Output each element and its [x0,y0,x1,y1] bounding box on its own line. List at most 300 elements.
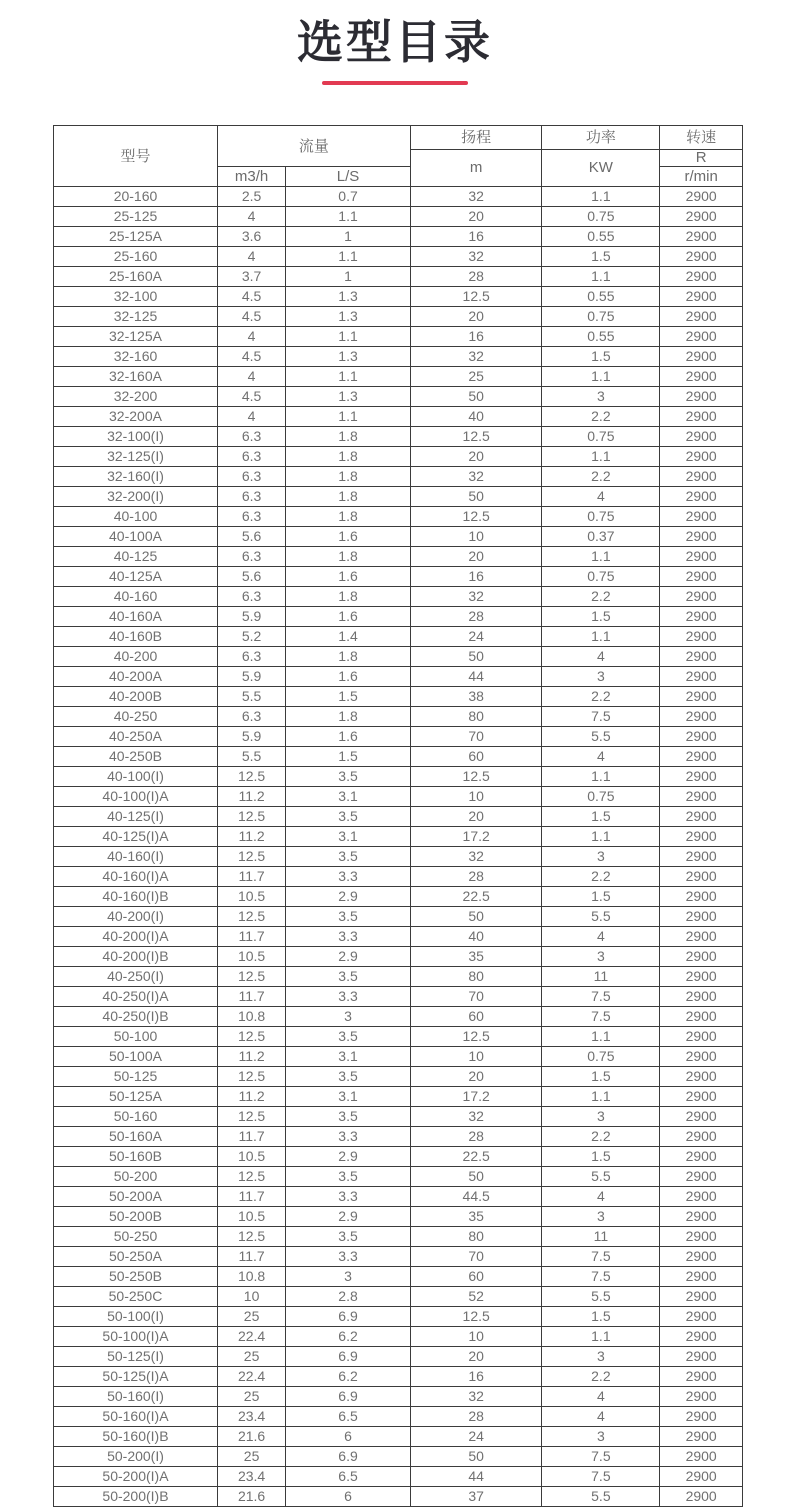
column-header-flow-unit-ls: L/S [286,167,411,187]
cell-power-kw: 1.1 [542,267,660,287]
cell-power-kw: 3 [542,947,660,967]
cell-flow-ls: 1.8 [286,507,411,527]
cell-flow-m3h: 10.8 [217,1267,285,1287]
cell-flow-ls: 1.1 [286,207,411,227]
cell-power-kw: 1.1 [542,367,660,387]
cell-power-kw: 0.75 [542,427,660,447]
cell-flow-ls: 1.4 [286,627,411,647]
cell-speed-rmin: 2900 [660,387,743,407]
cell-power-kw: 3 [542,387,660,407]
cell-power-kw: 4 [542,487,660,507]
table-row [54,627,743,647]
cell-flow-ls: 3.5 [286,1067,411,1087]
cell-head-m: 32 [410,1387,542,1407]
cell-speed-rmin: 2900 [660,547,743,567]
cell-flow-ls: 3.3 [286,867,411,887]
cell-power-kw: 1.1 [542,547,660,567]
cell-power-kw: 3 [542,1107,660,1127]
cell-model: 40-125(I) [54,807,218,827]
cell-power-kw: 1.5 [542,887,660,907]
cell-speed-rmin: 2900 [660,567,743,587]
cell-head-m: 16 [410,227,542,247]
cell-model: 32-200 [54,387,218,407]
cell-model: 40-250A [54,727,218,747]
selection-table-container [53,125,743,1507]
table-row [54,1487,743,1507]
cell-speed-rmin: 2900 [660,1407,743,1427]
cell-speed-rmin: 2900 [660,887,743,907]
column-header-model: 型号 [54,126,218,187]
cell-power-kw: 7.5 [542,1267,660,1287]
cell-flow-m3h: 25 [217,1347,285,1367]
cell-head-m: 28 [410,1127,542,1147]
table-row [54,467,743,487]
cell-flow-ls: 3.5 [286,967,411,987]
cell-speed-rmin: 2900 [660,327,743,347]
cell-speed-rmin: 2900 [660,307,743,327]
cell-power-kw: 5.5 [542,1287,660,1307]
cell-flow-ls: 1.6 [286,567,411,587]
cell-flow-m3h: 10 [217,1287,285,1307]
table-row [54,1147,743,1167]
table-row [54,667,743,687]
cell-speed-rmin: 2900 [660,1167,743,1187]
cell-flow-m3h: 4 [217,367,285,387]
column-header-speed-unit-rmin: r/min [660,167,743,187]
cell-flow-ls: 3.3 [286,927,411,947]
cell-head-m: 40 [410,927,542,947]
cell-speed-rmin: 2900 [660,1427,743,1447]
cell-power-kw: 3 [542,1427,660,1447]
cell-head-m: 50 [410,487,542,507]
cell-power-kw: 5.5 [542,907,660,927]
cell-flow-ls: 1.1 [286,367,411,387]
cell-model: 50-160(I)A [54,1407,218,1427]
cell-head-m: 20 [410,1067,542,1087]
cell-flow-m3h: 4.5 [217,287,285,307]
cell-speed-rmin: 2900 [660,267,743,287]
table-row [54,1387,743,1407]
cell-flow-ls: 1.8 [286,427,411,447]
cell-speed-rmin: 2900 [660,727,743,747]
cell-speed-rmin: 2900 [660,1187,743,1207]
cell-model: 50-200A [54,1187,218,1207]
cell-power-kw: 7.5 [542,1007,660,1027]
cell-head-m: 60 [410,1007,542,1027]
cell-flow-m3h: 12.5 [217,967,285,987]
cell-power-kw: 1.5 [542,1067,660,1087]
cell-speed-rmin: 2900 [660,787,743,807]
cell-flow-m3h: 11.2 [217,787,285,807]
cell-flow-m3h: 12.5 [217,1227,285,1247]
cell-head-m: 16 [410,567,542,587]
cell-power-kw: 1.5 [542,807,660,827]
cell-head-m: 32 [410,847,542,867]
cell-flow-m3h: 11.7 [217,927,285,947]
cell-speed-rmin: 2900 [660,1247,743,1267]
cell-speed-rmin: 2900 [660,427,743,447]
cell-head-m: 32 [410,187,542,207]
cell-model: 50-250B [54,1267,218,1287]
cell-flow-m3h: 10.5 [217,947,285,967]
cell-flow-m3h: 11.2 [217,827,285,847]
cell-head-m: 10 [410,1327,542,1347]
cell-flow-m3h: 11.7 [217,987,285,1007]
cell-head-m: 35 [410,947,542,967]
cell-flow-ls: 6 [286,1487,411,1507]
cell-power-kw: 2.2 [542,1127,660,1147]
table-row [54,887,743,907]
cell-power-kw: 3 [542,1207,660,1227]
cell-head-m: 80 [410,1227,542,1247]
cell-flow-ls: 3.1 [286,1087,411,1107]
cell-model: 32-100 [54,287,218,307]
cell-flow-ls: 3 [286,1007,411,1027]
cell-model: 40-160(I)B [54,887,218,907]
cell-model: 50-125(I) [54,1347,218,1367]
cell-flow-ls: 1.3 [286,287,411,307]
cell-flow-m3h: 10.5 [217,1147,285,1167]
cell-flow-ls: 1.1 [286,247,411,267]
cell-speed-rmin: 2900 [660,1027,743,1047]
cell-head-m: 24 [410,1427,542,1447]
table-row [54,1427,743,1447]
cell-speed-rmin: 2900 [660,747,743,767]
cell-head-m: 35 [410,1207,542,1227]
cell-speed-rmin: 2900 [660,987,743,1007]
cell-speed-rmin: 2900 [660,1107,743,1127]
cell-flow-m3h: 4.5 [217,307,285,327]
cell-head-m: 17.2 [410,827,542,847]
cell-flow-m3h: 12.5 [217,1167,285,1187]
cell-flow-ls: 1.8 [286,707,411,727]
cell-model: 50-200(I) [54,1447,218,1467]
cell-model: 50-250 [54,1227,218,1247]
cell-flow-ls: 6 [286,1427,411,1447]
cell-speed-rmin: 2900 [660,447,743,467]
table-row [54,787,743,807]
cell-speed-rmin: 2900 [660,187,743,207]
cell-flow-ls: 6.2 [286,1367,411,1387]
table-row [54,1067,743,1087]
cell-head-m: 32 [410,247,542,267]
cell-flow-m3h: 4.5 [217,347,285,367]
cell-power-kw: 1.5 [542,347,660,367]
cell-speed-rmin: 2900 [660,947,743,967]
cell-speed-rmin: 2900 [660,967,743,987]
cell-head-m: 70 [410,987,542,1007]
cell-speed-rmin: 2900 [660,1147,743,1167]
cell-power-kw: 7.5 [542,1467,660,1487]
cell-model: 40-160(I)A [54,867,218,887]
cell-power-kw: 2.2 [542,1367,660,1387]
cell-flow-ls: 3.3 [286,987,411,1007]
table-row [54,1327,743,1347]
cell-head-m: 12.5 [410,767,542,787]
table-row [54,1087,743,1107]
cell-head-m: 28 [410,867,542,887]
cell-head-m: 10 [410,787,542,807]
cell-head-m: 50 [410,1167,542,1187]
cell-power-kw: 5.5 [542,1167,660,1187]
cell-speed-rmin: 2900 [660,1327,743,1347]
table-row [54,207,743,227]
cell-flow-ls: 1.6 [286,727,411,747]
cell-model: 40-100(I) [54,767,218,787]
table-row [54,307,743,327]
cell-power-kw: 0.75 [542,307,660,327]
cell-power-kw: 3 [542,847,660,867]
cell-flow-ls: 1.5 [286,747,411,767]
column-header-flow: 流量 [217,126,410,167]
cell-power-kw: 1.1 [542,1327,660,1347]
cell-power-kw: 1.1 [542,1087,660,1107]
table-row [54,287,743,307]
cell-flow-ls: 1.8 [286,447,411,467]
cell-model: 50-160(I)B [54,1427,218,1447]
cell-power-kw: 4 [542,1387,660,1407]
cell-flow-m3h: 6.3 [217,427,285,447]
cell-flow-ls: 3 [286,1267,411,1287]
cell-flow-m3h: 4 [217,327,285,347]
cell-speed-rmin: 2900 [660,767,743,787]
cell-flow-ls: 1.1 [286,327,411,347]
cell-model: 50-160B [54,1147,218,1167]
cell-model: 25-125A [54,227,218,247]
cell-head-m: 37 [410,1487,542,1507]
cell-head-m: 38 [410,687,542,707]
table-row [54,1207,743,1227]
cell-power-kw: 1.1 [542,767,660,787]
cell-head-m: 10 [410,1047,542,1067]
table-row [54,867,743,887]
cell-flow-ls: 3.1 [286,1047,411,1067]
cell-flow-ls: 3.3 [286,1187,411,1207]
header-row-1 [54,126,743,150]
cell-head-m: 12.5 [410,287,542,307]
cell-power-kw: 1.5 [542,1307,660,1327]
cell-flow-m3h: 11.2 [217,1047,285,1067]
cell-model: 40-125(I)A [54,827,218,847]
cell-flow-ls: 3.5 [286,847,411,867]
cell-model: 40-200 [54,647,218,667]
cell-model: 32-160A [54,367,218,387]
cell-flow-m3h: 6.3 [217,587,285,607]
cell-flow-ls: 6.9 [286,1447,411,1467]
cell-flow-m3h: 21.6 [217,1427,285,1447]
cell-power-kw: 7.5 [542,987,660,1007]
cell-speed-rmin: 2900 [660,827,743,847]
cell-speed-rmin: 2900 [660,1287,743,1307]
cell-model: 40-250(I)B [54,1007,218,1027]
cell-speed-rmin: 2900 [660,227,743,247]
cell-power-kw: 2.2 [542,687,660,707]
cell-flow-ls: 3.3 [286,1247,411,1267]
cell-speed-rmin: 2900 [660,667,743,687]
cell-head-m: 10 [410,527,542,547]
cell-head-m: 12.5 [410,427,542,447]
cell-flow-m3h: 12.5 [217,1027,285,1047]
cell-flow-m3h: 22.4 [217,1367,285,1387]
cell-head-m: 20 [410,307,542,327]
cell-flow-ls: 6.2 [286,1327,411,1347]
cell-flow-ls: 6.9 [286,1347,411,1367]
cell-power-kw: 1.1 [542,187,660,207]
cell-speed-rmin: 2900 [660,907,743,927]
cell-head-m: 24 [410,627,542,647]
table-row [54,527,743,547]
table-row [54,447,743,467]
cell-flow-ls: 3.5 [286,907,411,927]
cell-flow-ls: 3.5 [286,1027,411,1047]
cell-speed-rmin: 2900 [660,1487,743,1507]
cell-power-kw: 4 [542,747,660,767]
cell-head-m: 28 [410,267,542,287]
cell-flow-m3h: 5.6 [217,527,285,547]
cell-flow-m3h: 4.5 [217,387,285,407]
cell-flow-m3h: 6.3 [217,507,285,527]
cell-speed-rmin: 2900 [660,707,743,727]
cell-flow-ls: 2.9 [286,887,411,907]
cell-power-kw: 3 [542,1347,660,1367]
cell-model: 25-125 [54,207,218,227]
cell-model: 50-125A [54,1087,218,1107]
cell-model: 50-160 [54,1107,218,1127]
cell-power-kw: 0.37 [542,527,660,547]
cell-speed-rmin: 2900 [660,347,743,367]
table-row [54,647,743,667]
cell-model: 40-250 [54,707,218,727]
cell-speed-rmin: 2900 [660,687,743,707]
cell-flow-ls: 2.8 [286,1287,411,1307]
cell-flow-m3h: 4 [217,207,285,227]
cell-flow-ls: 3.1 [286,827,411,847]
cell-model: 40-200(I) [54,907,218,927]
cell-flow-m3h: 23.4 [217,1467,285,1487]
column-header-power-unit: KW [542,150,660,187]
cell-flow-m3h: 10.8 [217,1007,285,1027]
cell-speed-rmin: 2900 [660,867,743,887]
cell-flow-ls: 3.1 [286,787,411,807]
cell-speed-rmin: 2900 [660,247,743,267]
cell-model: 50-125(I)A [54,1367,218,1387]
cell-flow-ls: 2.9 [286,1147,411,1167]
cell-head-m: 28 [410,1407,542,1427]
table-row [54,947,743,967]
cell-head-m: 16 [410,1367,542,1387]
cell-power-kw: 7.5 [542,707,660,727]
cell-head-m: 28 [410,607,542,627]
cell-flow-m3h: 5.9 [217,727,285,747]
table-row [54,267,743,287]
cell-flow-ls: 0.7 [286,187,411,207]
cell-power-kw: 1.1 [542,827,660,847]
cell-flow-ls: 1.6 [286,607,411,627]
table-row [54,1447,743,1467]
cell-flow-m3h: 11.7 [217,1187,285,1207]
table-row [54,567,743,587]
cell-power-kw: 4 [542,927,660,947]
column-header-head-unit: m [410,150,542,187]
cell-power-kw: 0.75 [542,787,660,807]
cell-flow-m3h: 4 [217,407,285,427]
cell-flow-m3h: 10.5 [217,1207,285,1227]
cell-speed-rmin: 2900 [660,287,743,307]
cell-flow-m3h: 4 [217,247,285,267]
table-row [54,1127,743,1147]
cell-model: 50-100 [54,1027,218,1047]
cell-model: 50-100A [54,1047,218,1067]
cell-flow-m3h: 5.9 [217,607,285,627]
cell-head-m: 20 [410,807,542,827]
table-row [54,1007,743,1027]
cell-power-kw: 5.5 [542,1487,660,1507]
cell-flow-ls: 6.9 [286,1307,411,1327]
cell-speed-rmin: 2900 [660,1467,743,1487]
cell-head-m: 50 [410,387,542,407]
cell-speed-rmin: 2900 [660,927,743,947]
cell-power-kw: 11 [542,1227,660,1247]
cell-model: 32-200(I) [54,487,218,507]
cell-model: 50-200B [54,1207,218,1227]
cell-flow-m3h: 5.5 [217,687,285,707]
cell-flow-m3h: 21.6 [217,1487,285,1507]
cell-head-m: 44 [410,667,542,687]
cell-model: 40-100(I)A [54,787,218,807]
cell-flow-ls: 6.5 [286,1407,411,1427]
table-row [54,1227,743,1247]
cell-power-kw: 11 [542,967,660,987]
cell-flow-ls: 2.9 [286,947,411,967]
table-row [54,907,743,927]
cell-power-kw: 0.75 [542,1047,660,1067]
cell-flow-m3h: 12.5 [217,847,285,867]
cell-speed-rmin: 2900 [660,1307,743,1327]
cell-flow-ls: 1.6 [286,527,411,547]
cell-flow-m3h: 6.3 [217,447,285,467]
cell-flow-ls: 1.8 [286,467,411,487]
cell-model: 25-160 [54,247,218,267]
cell-head-m: 17.2 [410,1087,542,1107]
table-row [54,427,743,447]
cell-speed-rmin: 2900 [660,1447,743,1467]
table-row [54,827,743,847]
cell-power-kw: 1.5 [542,1147,660,1167]
cell-power-kw: 1.5 [542,607,660,627]
cell-power-kw: 0.75 [542,507,660,527]
page-title: 选型目录 [297,16,493,68]
cell-model: 20-160 [54,187,218,207]
table-row [54,1467,743,1487]
cell-flow-m3h: 6.3 [217,707,285,727]
cell-flow-m3h: 23.4 [217,1407,285,1427]
cell-flow-ls: 1.8 [286,547,411,567]
cell-model: 40-250(I) [54,967,218,987]
table-row [54,1307,743,1327]
cell-speed-rmin: 2900 [660,647,743,667]
cell-model: 32-200A [54,407,218,427]
cell-head-m: 60 [410,1267,542,1287]
table-body [54,187,743,1507]
cell-speed-rmin: 2900 [660,487,743,507]
cell-power-kw: 4 [542,1407,660,1427]
cell-flow-ls: 1.3 [286,387,411,407]
cell-flow-m3h: 6.3 [217,487,285,507]
cell-flow-ls: 3.5 [286,767,411,787]
table-row [54,1047,743,1067]
cell-flow-ls: 2.9 [286,1207,411,1227]
cell-speed-rmin: 2900 [660,1347,743,1367]
